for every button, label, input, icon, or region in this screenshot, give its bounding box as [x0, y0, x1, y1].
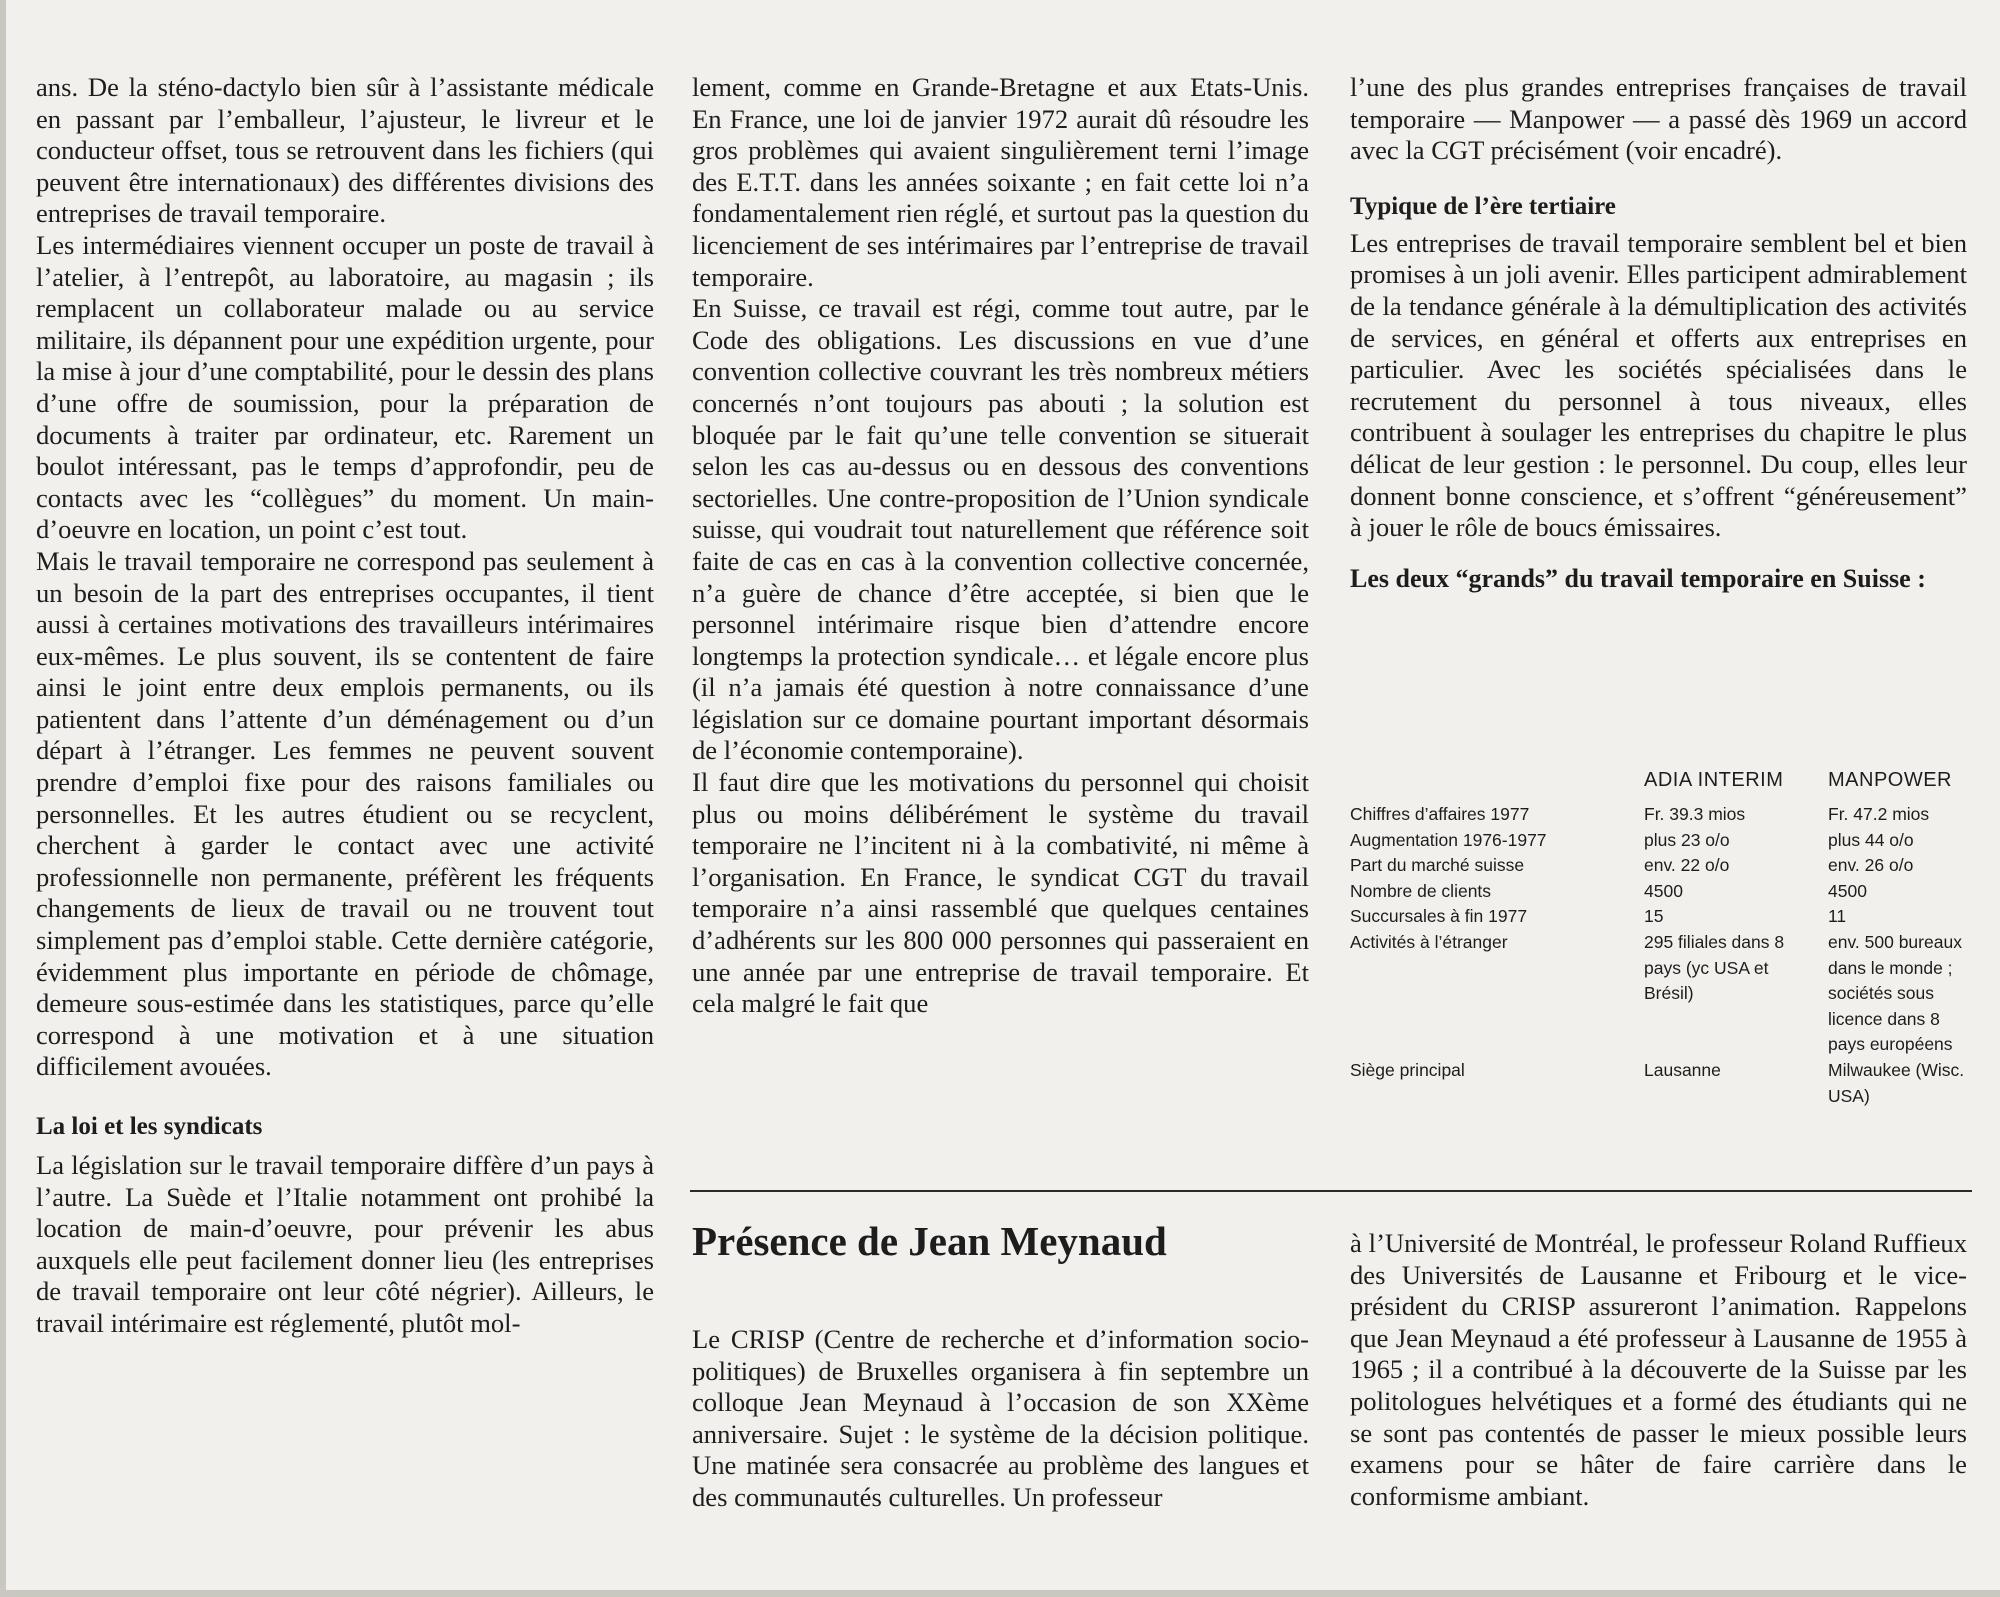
cell: 15 [1644, 906, 1664, 927]
section-heading-tertiary: Typique de l’ère tertiaire [1350, 192, 1616, 220]
article-column-2 [692, 72, 1309, 1020]
paragraph: La législation sur le travail temporaire diffère d’un pays à l’autre. La Suède et l’Italie notamment ont prohibé la location de main-d’oeuvre, pour prévenir les abus auxquels elle peut facilement donner lieu (les entreprises de travail temporaire ont leur côté négrier). Ailleurs, le travail intérimaire est réglementé, plutôt mol- [36, 1150, 654, 1338]
row-label: Activités à l’étranger [1350, 931, 1508, 952]
table-row [1350, 879, 1970, 905]
table-row [1350, 853, 1970, 879]
table-row [1350, 1058, 1970, 1109]
cell: Fr. 47.2 mios [1828, 804, 1930, 824]
table-row [1350, 802, 1970, 828]
table-header-row [1350, 768, 1970, 802]
table-title: Les deux “grands” du travail temporaire en Suisse : [1350, 563, 1926, 593]
section-heading-law: La loi et les syndicats [36, 1113, 263, 1140]
paragraph: lement, comme en Grande-Bretagne et aux Etats-Unis. En France, une loi de janvier 1972 aurait dû résoudre les gros problèmes qui avaient singulièrement terni l’image des E.T.T. dans les années soixante ; en fait cette loi n’a fondamentalement rien réglé, et surtout pas la question du licenciement de ses intérimaires par l’entreprise de travail temporaire. [692, 72, 1309, 292]
row-label: Nombre de clients [1350, 880, 1492, 901]
paragraph: Les intermédiaires viennent occuper un poste de travail à l’atelier, à l’entrepôt, au laboratoire, au magasin ; ils remplacent un collaborateur malade ou au service militaire, ils dépannent pour une expédition urgente, pour la mise à jour d’une comptabilité, pour le dessin des plans d’une offre de soumission, pour la préparation de documents à traiter par ordinateur, etc. Rarement un boulot intéressant, pas le temps d’approfondir, peu de contacts avec les “collègues” du moment. Un main-d’oeuvre en location, un point c’est tout. [36, 229, 654, 545]
scan-edge-bottom [0, 1590, 2000, 1597]
box-column-right [1350, 1228, 1967, 1512]
paragraph: En Suisse, ce travail est régi, comme tout autre, par le Code des obligations. Les discussions en vue d’une convention collective couvrant les très nombreux métiers concernés n’ont toujours pas abouti ; la solution est bloquée par le fait qu’une telle convention se situerait selon les cas au-dessus ou en dessous des conventions sectorielles. Une contre-proposition de l’Union syndicale suisse, qui voudrait tout naturellement que référence soit faite de cas en cas à la convention collective concernée, n’a guère de chance d’être acceptée, si bien que le personnel intérimaire risque bien d’attendre encore longtemps la protection syndicale… et légale encore plus (il n’a jamais été question à notre connaissance d’une législation sur ce domaine pourtant important désormais de l’économie contemporaine). [692, 293, 1309, 766]
cell: 11 [1828, 906, 1847, 927]
table-header [1350, 768, 1644, 802]
stats-table [1350, 768, 1970, 1109]
row-label: Succursales à fin 1977 [1350, 906, 1528, 927]
article-column-1 [36, 72, 654, 1340]
cell: plus 44 o/o [1828, 829, 1914, 850]
article-column-3 [1350, 72, 1967, 595]
cell: env. 500 bureaux dans le monde ; sociétés sous licence dans 8 pays européens [1828, 931, 1962, 1055]
cell: env. 26 o/o [1828, 855, 1914, 876]
paragraph: l’une des plus grandes entreprises françaises de travail temporaire — Manpower — a passé dès 1969 un accord avec la CGT précisément (voir encadré). [1350, 72, 1967, 166]
scan-edge-left [0, 0, 6, 1597]
cell: env. 22 o/o [1644, 855, 1730, 876]
cell: plus 23 o/o [1644, 829, 1730, 850]
box-column-left [692, 1324, 1309, 1514]
row-label: Augmentation 1976-1977 [1350, 829, 1547, 850]
table-header: ADIA INTERIM [1644, 769, 1784, 791]
table-row [1350, 904, 1970, 930]
row-label: Siège principal [1350, 1059, 1465, 1080]
cell: Fr. 39.3 mios [1644, 804, 1746, 824]
paragraph: ans. De la sténo-dactylo bien sûr à l’assistante médicale en passant par l’emballeur, l’ajusteur, le livreur et le conducteur offset, tous se retrouvent dans les fichiers (qui peuvent être internationaux) des différentes divisions des entreprises de travail temporaire. [36, 72, 654, 229]
cell: 4500 [1644, 880, 1683, 901]
table-row [1350, 930, 1970, 1058]
row-label: Chiffres d’affaires 1977 [1350, 804, 1530, 824]
paragraph: Les entreprises de travail temporaire semblent bel et bien promises à un joli avenir. Elles participent admirablement de la tendance générale à la démultiplication des activités de services, en général et offerts aux entreprises en particulier. Avec les sociétés spécialisées dans le recrutement du personnel à tous niveaux, elles contribuent à soulager les entreprises du chapitre le plus délicat de leur gestion : le personnel. Du coup, elles leur donnent bonne conscience, et s’offrent “généreusement” à jouer le rôle de boucs émissaires. [1350, 227, 1967, 543]
cell: Milwaukee (Wisc. USA) [1828, 1059, 1965, 1106]
cell: 4500 [1828, 880, 1867, 901]
paragraph: à l’Université de Montréal, le professeur Roland Ruffieux des Universités de Lausanne et Fribourg et le vice-président du CRISP assureront l’animation. Rappelons que Jean Meynaud a été professeur à Lausanne de 1955 à 1965 ; il a contribué à la découverte de la Suisse par les politologues helvétiques et a formé des étudiants qui ne se sont pas contentés de passer le mieux possible leurs examens pour se hâter de faire carrière dans le conformisme ambiant. [1350, 1228, 1967, 1511]
box-title: Présence de Jean Meynaud [692, 1218, 1167, 1264]
cell: Lausanne [1644, 1059, 1721, 1080]
paragraph: Il faut dire que les motivations du personnel qui choisit plus ou moins délibérément le système du travail temporaire ne l’incitent ni à la combativité, ni même à l’organisation. En France, le syndicat CGT du travail temporaire n’a ainsi rassemblé que quelques centaines d’adhérents sur les 800 000 personnes qui passeraient en une année par une entreprise de travail temporaire. Et cela malgré le fait que [692, 767, 1309, 1019]
paragraph: Le CRISP (Centre de recherche et d’information socio-politiques) de Bruxelles organisera à fin septembre un colloque Jean Meynaud à l’occasion de son XXème anniversaire. Sujet : le système de la décision politique. Une matinée sera consacrée au problème des langues et des communautés culturelles. Un professeur [692, 1324, 1309, 1512]
table-row [1350, 828, 1970, 854]
row-label: Part du marché suisse [1350, 855, 1525, 876]
box-divider [690, 1190, 1972, 1192]
cell: 295 filiales dans 8 pays (yc USA et Brésil) [1644, 931, 1785, 1004]
paragraph: Mais le travail temporaire ne correspond pas seulement à un besoin de la part des entreprises occupantes, il tient aussi à certaines motivations des travailleurs intérimaires eux-mêmes. Le plus souvent, ils se contentent de faire ainsi le joint entre deux emplois permanents, ou ils patientent dans l’attente d’un déménagement ou d’un départ à l’étranger. Les femmes ne peuvent souvent prendre d’emploi fixe pour des raisons familiales ou personnelles. Et les autres étudient ou se recyclent, cherchent à garder le contact avec une activité professionnelle non permanente, préfèrent les fréquents changements de lieux de travail ou ne trouvent tout simplement pas d’emploi stable. Cette dernière catégorie, évidemment plus importante en période de chômage, demeure sous-estimée dans les statistiques, parce qu’elle correspond à une motivation et à une situation difficilement avouées. [36, 545, 654, 1082]
table-header: MANPOWER [1828, 769, 1952, 791]
